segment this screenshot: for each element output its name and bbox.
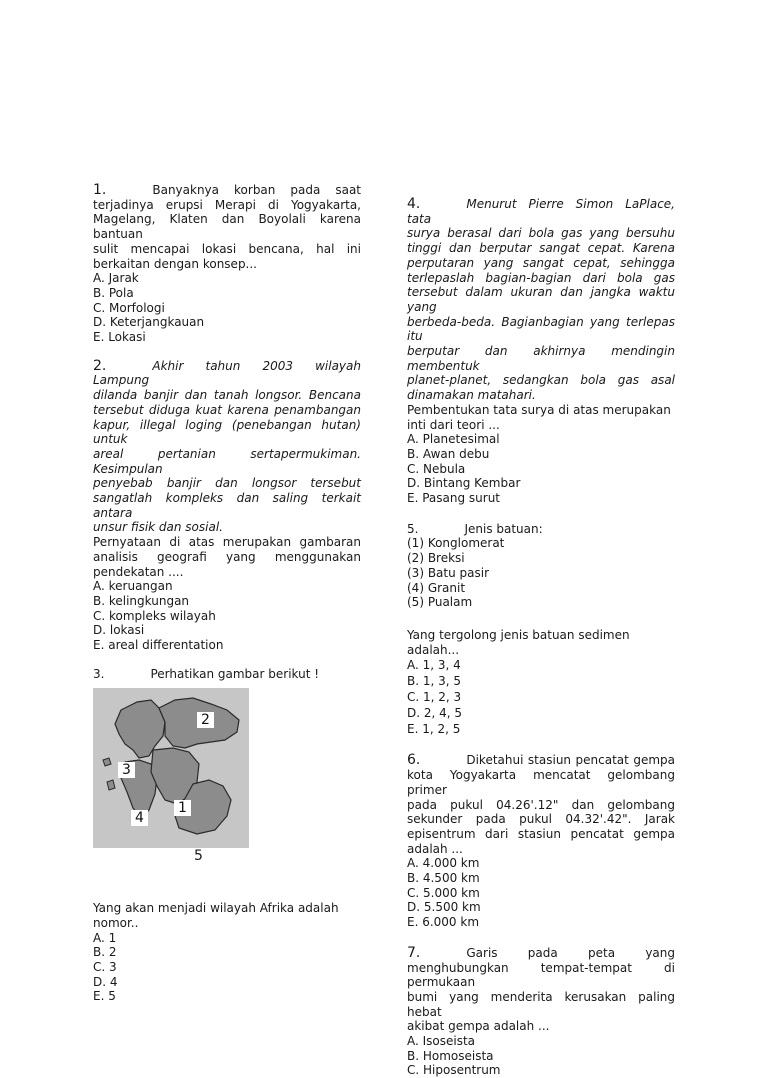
q1-line-4: sulit mencapai lokasi bencana, hal ini (93, 241, 361, 256)
question-6 (407, 753, 675, 929)
q7-line-2: menghubungkan tempat-tempat di permukaan (407, 960, 675, 990)
q4-line-12: inti dari teori ... (407, 417, 500, 432)
question-5 (407, 522, 675, 738)
q3-prompt: Perhatikan gambar berikut ! (150, 666, 320, 681)
q5-item-2: (2) Breksi (407, 551, 465, 566)
q4-line-1: 4. Menurut Pierre Simon LaPlace, tata (407, 196, 675, 226)
q4-option-b: B. Awan debu (407, 446, 490, 461)
q7-option-b: B. Homoseista (407, 1048, 494, 1063)
q6-option-c: C. 5.000 km (407, 885, 480, 900)
q5-option-b: B. 1, 3, 5 (407, 674, 462, 689)
question-2 (93, 359, 361, 653)
map-label-3: 3 (118, 762, 135, 778)
q4-line-5: terlepaslah bagian-bagian dari bola gas (407, 270, 675, 285)
q3-number: 3. (93, 666, 105, 681)
q4-line-9: planet-planet, sedangkan bola gas asal (407, 373, 675, 388)
q2-option-b: B. kelingkungan (93, 593, 190, 608)
q6-option-a: A. 4.000 km (407, 856, 480, 871)
q1-option-b: B. Pola (93, 285, 134, 300)
q6-line-5: episentrum dari stasiun pencatat gempa (407, 826, 675, 841)
q3-question-line-1: Yang akan menjadi wilayah Afrika adalah (93, 901, 339, 916)
map-label-5: 5 (194, 847, 203, 864)
q5-option-d: D. 2, 4, 5 (407, 706, 463, 721)
q4-line-2: surya berasal dari bola gas yang bersuhu (407, 226, 675, 241)
q2-line-2: dilanda banjir dan tanah longsor. Bencana (93, 388, 361, 403)
q2-line-11: pendekatan .... (93, 564, 184, 579)
q4-line-8: berputar dan akhirnya mendingin membentuk (407, 344, 675, 373)
question-3 (93, 667, 361, 1004)
left-column (93, 183, 361, 1004)
q6-line-3: pada pukul 04.26'.12" dan gelombang (407, 797, 675, 812)
q7-option-a: A. Isoseista (407, 1034, 476, 1049)
q3-line-1 (93, 667, 361, 682)
q4-line-6: tersebut dalam ukuran dan jangka waktu yang (407, 285, 675, 314)
q4-option-d: D. Bintang Kembar (407, 476, 521, 491)
q1-option-d: D. Keterjangkauan (93, 315, 205, 330)
q2-line-1: 2. Akhir tahun 2003 wilayah Lampung (93, 357, 361, 388)
q2-line-8: unsur fisik dan sosial. (93, 520, 223, 535)
q2-option-e: E. areal differentation (93, 638, 224, 653)
q7-line-4: akibat gempa adalah ... (407, 1019, 550, 1034)
q5-number: 5. (407, 521, 419, 536)
q4-option-c: C. Nebula (407, 461, 466, 476)
q2-number: 2. (93, 357, 107, 374)
q6-line-2: kota Yogyakarta mencatat gelombang primer (407, 768, 675, 797)
map-label-4: 4 (131, 810, 148, 826)
q4-number: 4. (407, 196, 421, 212)
q6-line-1: 6. Diketahui stasiun pencatat gempa (407, 752, 675, 769)
q3-option-d: D. 4 (93, 974, 118, 989)
q7-option-c: C. Hiposentrum (407, 1063, 501, 1078)
q5-item-1: (1) Konglomerat (407, 536, 505, 551)
q4-line-7: berbeda-beda. Bagianbagian yang terlepas itu (407, 314, 675, 344)
q5-item-5: (5) Pualam (407, 595, 473, 610)
q6-line-4: sekunder pada pukul 04.32'.42". Jarak (407, 812, 675, 827)
q5-option-c: C. 1, 2, 3 (407, 690, 462, 705)
q6-option-e: E. 6.000 km (407, 915, 480, 930)
pangaea-map (93, 688, 249, 848)
map-label-2: 2 (197, 712, 214, 728)
q2-line-6: penyebab banjir dan longsor tersebut (93, 476, 361, 491)
q4-line-4: perputaran yang sangat cepat, sehingga (407, 255, 675, 270)
q3-option-b: B. 2 (93, 945, 117, 960)
map-label-1: 1 (174, 800, 191, 816)
q5-prompt: Jenis batuan: (464, 521, 543, 536)
q1-line-2: terjadinya erupsi Merapi di Yogyakarta, (93, 197, 361, 212)
q5-question: Yang tergolong jenis batuan sedimen adalah... (407, 627, 630, 657)
q1-line-5: berkaitan dengan konsep... (93, 256, 257, 271)
question-7 (407, 946, 675, 1078)
q3-option-c: C. 3 (93, 960, 117, 975)
q5-line-1 (407, 522, 675, 537)
pangaea-landmass (93, 688, 249, 848)
q7-line-1: 7. Garis pada peta yang (407, 944, 675, 961)
q5-item-4: (4) Granit (407, 580, 466, 595)
q2-line-3: tersebut diduga kuat karena penambangan (93, 402, 361, 417)
q1-option-e: E. Lokasi (93, 330, 146, 345)
q7-number: 7. (407, 944, 421, 961)
q6-number: 6. (407, 752, 421, 769)
question-4 (407, 197, 675, 506)
q7-line-3: bumi yang menderita kerusakan paling hebat (407, 989, 675, 1019)
q2-line-5: areal pertanian sertapermukiman. Kesimpulan (93, 446, 361, 476)
q1-number: 1. (93, 182, 107, 198)
q2-line-4: kapur, illegal loging (penebangan hutan) untuk (93, 417, 361, 447)
q6-option-b: B. 4.500 km (407, 871, 480, 886)
q3-question-line-2: nomor.. (93, 915, 139, 930)
q2-line-7: sangatlah kompleks dan saling terkait antara (93, 491, 361, 520)
q4-line-11: Pembentukan tata surya di atas merupakan (407, 402, 671, 417)
q5-option-e: E. 1, 2, 5 (407, 722, 461, 737)
q1-line-1: 1. Banyaknya korban pada saat (93, 182, 361, 198)
q4-line-3: tinggi dan berputar sangat cepat. Karena (407, 241, 675, 256)
q1-option-c: C. Morfologi (93, 300, 165, 315)
q4-line-10: dinamakan matahari. (407, 388, 536, 403)
q2-option-d: D. lokasi (93, 623, 145, 638)
q1-line-3: Magelang, Klaten dan Boyolali karena bantuan (93, 212, 361, 242)
q5-item-3: (3) Batu pasir (407, 565, 490, 580)
q2-option-a: A. keruangan (93, 579, 173, 594)
q5-option-a: A. 1, 3, 4 (407, 658, 461, 673)
q1-option-a: A. Jarak (93, 271, 139, 286)
q2-option-c: C. kompleks wilayah (93, 608, 216, 623)
q2-line-10: analisis geografi yang menggunakan (93, 549, 361, 564)
q6-line-6: adalah ... (407, 841, 463, 856)
q6-option-d: D. 5.500 km (407, 900, 481, 915)
right-column (407, 197, 675, 1078)
question-1 (93, 183, 361, 345)
q4-option-e: E. Pasang surut (407, 491, 501, 506)
q2-line-9: Pernyataan di atas merupakan gambaran (93, 535, 361, 550)
q3-option-a: A. 1 (93, 930, 117, 945)
q3-option-e: E. 5 (93, 989, 116, 1004)
q4-option-a: A. Planetesimal (407, 432, 500, 447)
